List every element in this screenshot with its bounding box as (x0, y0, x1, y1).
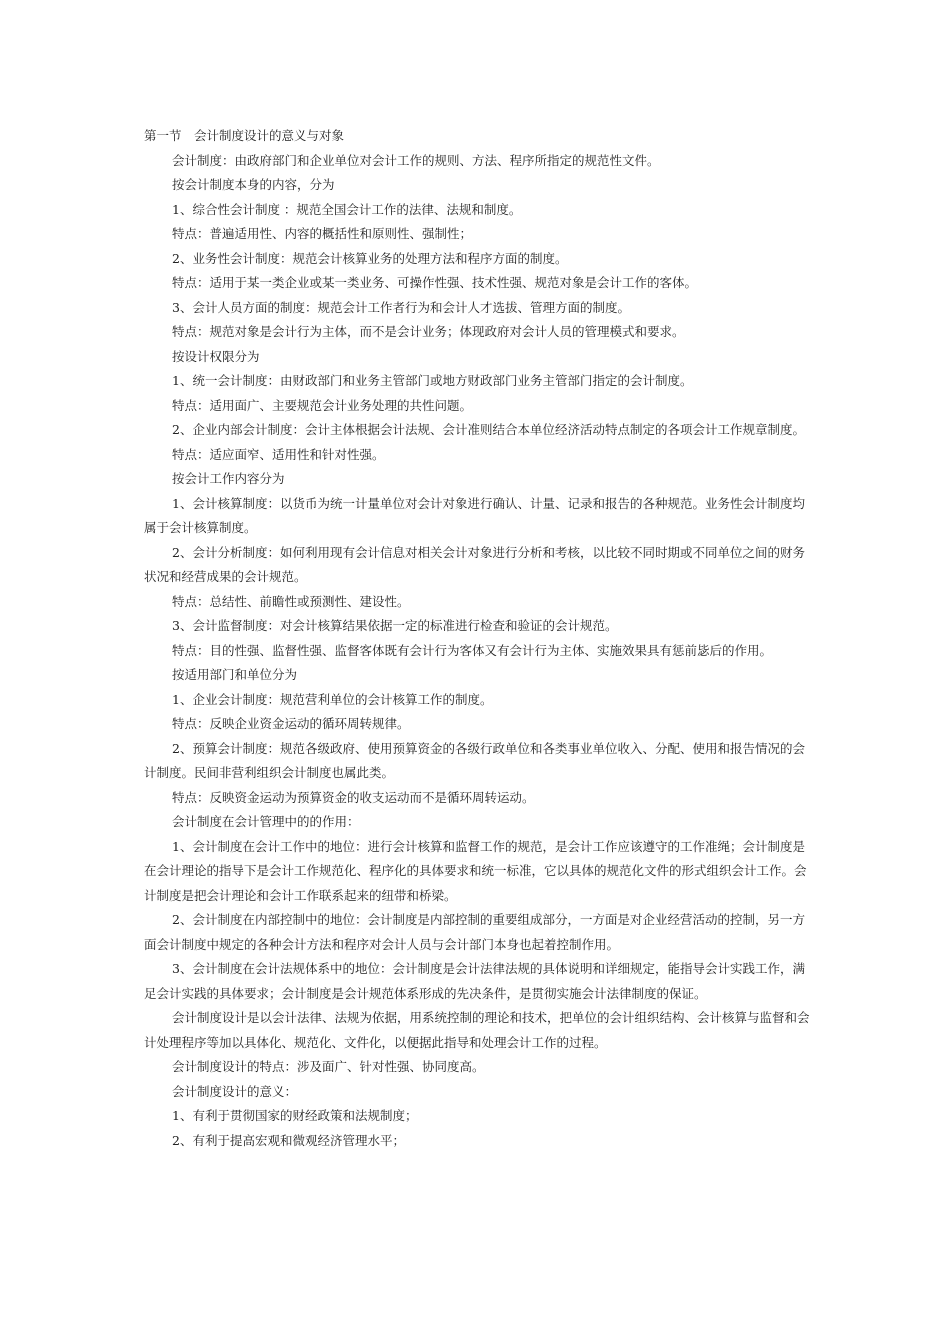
paragraph: 1、统一会计制度：由财政部门和业务主管部门或地方财政部门业务主管部门指定的会计制度。 (172, 373, 693, 388)
paragraph: 特点：规范对象是会计行为主体，而不是会计业务；体现政府对会计人员的管理模式和要求。 (172, 324, 685, 339)
paragraph: 特点：适用面广、主要规范会计业务处理的共性问题。 (172, 397, 473, 413)
paragraph: 会计制度设计的特点：涉及面广、针对性强、协同度高。 (172, 1059, 485, 1074)
paragraph: 2、企业内部会计制度：会计主体根据会计法规、会计准则结合本单位经济活动特点制定的各项会计工作规章制度。 (172, 422, 805, 437)
paragraph: 按会计制度本身的内容，分为 (172, 177, 335, 192)
paragraph: 3、会计人员方面的制度：规范会计工作者行为和会计人才选拔、管理方面的制度。 (172, 299, 630, 315)
paragraph: 按适用部门和单位分为 (172, 667, 298, 682)
paragraph: 特点：普遍适用性、内容的概括性和原则性、强制性； (172, 226, 473, 241)
paragraph: 2、会计分析制度：如何利用现有会计信息对相关会计对象进行分析和考核，以比较不同时期或不同单位之间的财务状况和经营成果的会计规范。 (144, 544, 805, 584)
paragraph: 会计制度设计的意义： (172, 1083, 298, 1099)
paragraph: 3、会计监督制度：对会计核算结果依据一定的标准进行检查和验证的会计规范。 (172, 618, 618, 633)
paragraph: 特点：目的性强、监督性强、监督客体既有会计行为客体又有会计行为主体、实施效果具有惩前毖后的作用。 (172, 642, 773, 658)
paragraph: 特点：适应面窄、适用性和针对性强。 (172, 446, 385, 462)
paragraph: 2、会计制度在内部控制中的地位：会计制度是内部控制的重要组成部分，一方面是对企业经营活动的控制，另一方面会计制度中规定的各种会计方法和程序对会计人员与会计部门本身也起着控制作用。 (144, 912, 805, 952)
document-body (144, 149, 810, 1154)
paragraph: 特点：总结性、前瞻性或预测性、建设性。 (172, 593, 410, 609)
paragraph: 按会计工作内容分为 (172, 471, 285, 486)
section-title: 第一节 会计制度设计的意义与对象 (144, 128, 345, 143)
paragraph: 1、会计制度在会计工作中的地位：进行会计核算和监督工作的规范，是会计工作应该遵守的工作准绳；会计制度是在会计理论的指导下是会计工作规范化、程序化的具体要求和统一标准，它以具体的规范化文件的形式组织会计工作。会计制度是把会计理论和会计工作联系起来的纽带和桥梁。 (144, 838, 807, 903)
paragraph: 1、综合性会计制度 ：规范全国会计工作的法律、法规和制度。 (172, 201, 522, 217)
paragraph: 1、有利于贯彻国家的财经政策和法规制度； (172, 1108, 418, 1123)
paragraph: 会计制度在会计管理中的的作用： (172, 814, 360, 829)
paragraph: 1、会计核算制度：以货币为统一计量单位对会计对象进行确认、计量、记录和报告的各种规范。业务性会计制度均属于会计核算制度。 (144, 495, 805, 535)
paragraph: 2、有利于提高宏观和微观经济管理水平； (172, 1132, 405, 1148)
paragraph: 特点：反映资金运动为预算资金的收支运动而不是循环周转运动。 (172, 789, 535, 805)
paragraph: 1、企业会计制度：规范营利单位的会计核算工作的制度。 (172, 691, 493, 707)
paragraph: 特点：适用于某一类企业或某一类业务、可操作性强、技术性强、规范对象是会计工作的客体。 (172, 275, 698, 290)
paragraph: 按设计权限分为 (172, 348, 260, 364)
paragraph: 3、会计制度在会计法规体系中的地位：会计制度是会计法律法规的具体说明和详细规定，能指导会计实践工作，满足会计实践的具体要求；会计制度是会计规范体系形成的先决条件，是贯彻实施会计法律制度的保证。 (144, 961, 805, 1001)
paragraph: 2、预算会计制度：规范各级政府、使用预算资金的各级行政单位和各类事业单位收入、分配、使用和报告情况的会计制度。民间非营利组织会计制度也属此类。 (144, 740, 805, 780)
paragraph: 会计制度设计是以会计法律、法规为依据，用系统控制的理论和技术，把单位的会计组织结构、会计核算与监督和会计处理程序等加以具体化、规范化、文件化，以便据此指导和处理会计工作的过程。 (144, 1010, 810, 1050)
paragraph: 会计制度：由政府部门和企业单位对会计工作的规则、方法、程序所指定的规范性文件。 (172, 152, 660, 168)
paragraph: 2、业务性会计制度：规范会计核算业务的处理方法和程序方面的制度。 (172, 250, 568, 266)
paragraph: 特点：反映企业资金运动的循环周转规律。 (172, 716, 410, 731)
